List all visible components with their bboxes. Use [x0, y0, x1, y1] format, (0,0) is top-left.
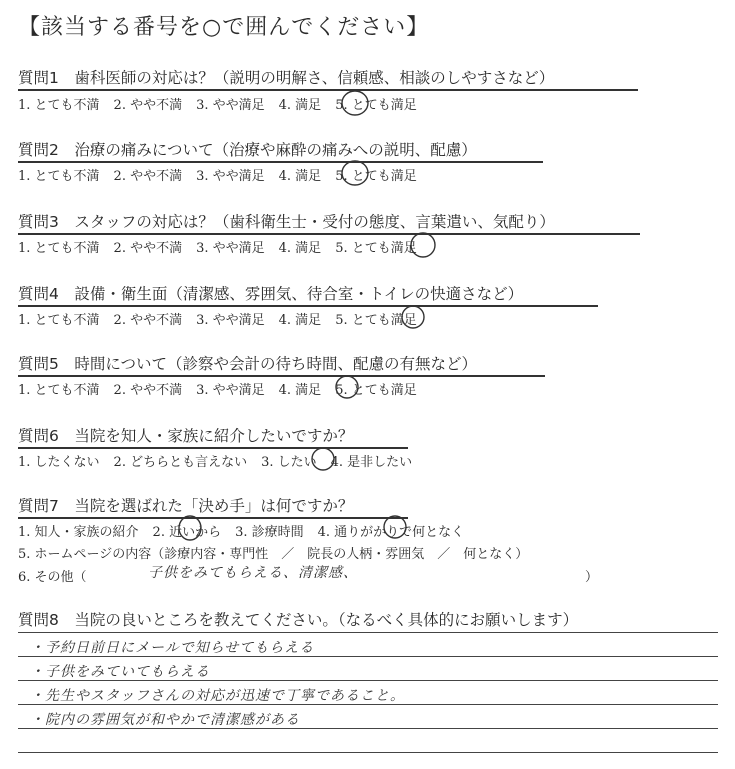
q7-option-3[interactable]: 3. 診療時間	[235, 525, 304, 540]
q3-option-2[interactable]: 2. やや不満	[113, 241, 183, 256]
q5-option-3[interactable]: 3. やや満足	[196, 383, 265, 398]
q6-option-2[interactable]: 2. どちらとも言えない	[113, 455, 248, 470]
q7-option-4[interactable]: 4. 通りがかりで何となく	[317, 525, 465, 540]
q4-selected-circle	[402, 306, 424, 328]
q3-option-4[interactable]: 4. 満足	[278, 241, 322, 256]
q7-other-handwritten[interactable]: 子供をみてもらえる、清潔感、	[148, 565, 358, 581]
page-title: 【該当する番号を○で囲んでください】	[18, 15, 430, 40]
q1-option-2[interactable]: 2. やや不満	[113, 98, 183, 113]
question-7-title: 質問7 当院を選ばれた「決め手」は何ですか？	[18, 497, 354, 515]
q5-option-5[interactable]: 5. とても満足	[335, 383, 417, 398]
q4-option-2[interactable]: 2. やや不満	[113, 313, 183, 328]
q1-option-1[interactable]: 1. とても不満	[18, 98, 100, 113]
q1-option-4[interactable]: 4. 満足	[278, 98, 322, 113]
q3-option-1[interactable]: 1. とても不満	[18, 241, 100, 256]
comment-1[interactable]: ・予約日前日にメールで知らせてもらえる	[30, 640, 315, 656]
q7-option-6-close: ）	[585, 570, 599, 585]
q5-selected-circle	[336, 376, 358, 398]
q6-option-3[interactable]: 3. したい	[261, 455, 317, 470]
q4-option-3[interactable]: 3. やや満足	[196, 313, 265, 328]
q7-option-2[interactable]: 2. 近いから	[152, 525, 222, 540]
q5-option-2[interactable]: 2. やや不満	[113, 383, 183, 398]
question-3-title: 質問3 スタッフの対応は？（歯科衛生士・受付の態度、言葉遣い、気配り）	[18, 213, 555, 231]
q6-selected-circle	[312, 448, 334, 470]
q3-option-3[interactable]: 3. やや満足	[196, 241, 265, 256]
q1-option-3[interactable]: 3. やや満足	[196, 98, 265, 113]
q2-selected-circle	[342, 161, 368, 185]
q7-selected-circle-2	[179, 516, 201, 540]
q3-option-5[interactable]: 5. とても満足	[335, 241, 417, 256]
q7-option-5[interactable]: 5. ホームページの内容（診療内容・専門性 ／ 院長の人柄・雰囲気 ／ 何となく）	[18, 547, 529, 562]
q7-option-6-label: 6. その他（	[18, 570, 87, 585]
question-5-title: 質問5 時間について（診察や会計の待ち時間、配慮の有無など）	[18, 355, 478, 373]
comment-4[interactable]: ・院内の雰囲気が和やかで清潔感がある	[30, 712, 300, 728]
q4-option-5[interactable]: 5. とても満足	[335, 313, 417, 328]
q2-option-1[interactable]: 1. とても不満	[18, 169, 100, 184]
q5-option-1[interactable]: 1. とても不満	[18, 383, 100, 398]
q3-selected-circle	[411, 233, 435, 257]
q7-option-1[interactable]: 1. 知人・家族の紹介	[18, 525, 139, 540]
q2-option-4[interactable]: 4. 満足	[278, 169, 322, 184]
q2-option-5[interactable]: 5. とても満足	[335, 169, 417, 184]
q1-option-5[interactable]: 5. とても満足	[335, 98, 417, 113]
question-8-title: 質問8 当院の良いところを教えてください。（なるべく具体的にお願いします）	[18, 611, 579, 629]
q4-option-1[interactable]: 1. とても不満	[18, 313, 100, 328]
q2-option-3[interactable]: 3. やや満足	[196, 169, 265, 184]
q1-selected-circle	[342, 91, 368, 115]
comment-2[interactable]: ・子供をみていてもらえる	[30, 664, 210, 680]
q2-option-2[interactable]: 2. やや不満	[113, 169, 183, 184]
question-4-title: 質問4 設備・衛生面（清潔感、雰囲気、待合室・トイレの快適さなど）	[18, 285, 524, 303]
q4-option-4[interactable]: 4. 満足	[278, 313, 322, 328]
comment-3[interactable]: ・先生やスタッフさんの対応が迅速で丁寧であること。	[30, 688, 405, 704]
q7-selected-circle-4	[384, 516, 406, 538]
question-1-title: 質問1 歯科医師の対応は？（説明の明解さ、信頼感、相談のしやすさなど）	[18, 69, 555, 87]
q5-option-4[interactable]: 4. 満足	[278, 383, 322, 398]
q6-option-4[interactable]: 4. 是非したい	[330, 455, 413, 470]
q6-option-1[interactable]: 1. したくない	[18, 455, 100, 470]
question-2-title: 質問2 治療の痛みについて（治療や麻酔の痛みへの説明、配慮）	[18, 141, 477, 159]
question-6-title: 質問6 当院を知人・家族に紹介したいですか？	[18, 427, 354, 445]
